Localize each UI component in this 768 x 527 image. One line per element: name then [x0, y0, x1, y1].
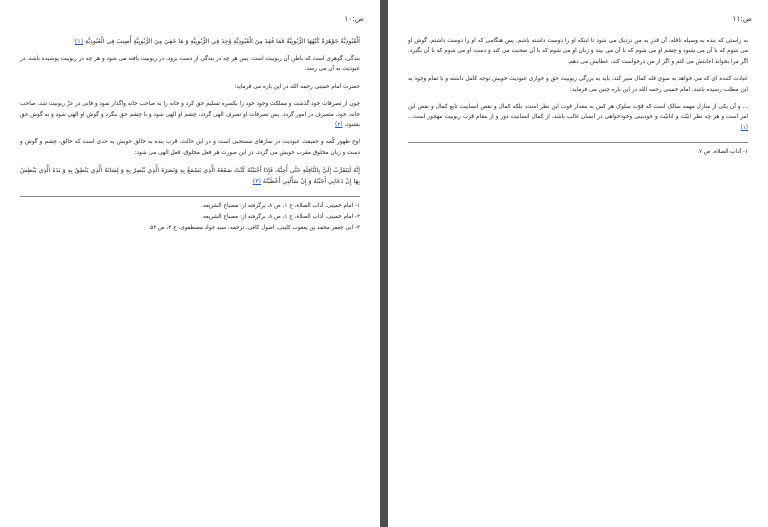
- footnote-link[interactable]: (۲): [335, 122, 343, 129]
- page-number: ص:۱۱: [732, 14, 752, 23]
- quote-text: چون از تصرفات خود گذشت و مملکت وجود خود را یکسره تسلیم حق کرد و خانه را به صاحب خانه واگذار نمود و فانی در عزّ ربوبیت شد، صاحب خانه، خود، متصرف در امور گردد. پس تصرفات او تصرف الهی گردد، چشم او الهی شود و با چشم حق بنگرد و گوش او الهی شود و به گوش حق بشنود.: [20, 101, 360, 129]
- footnote-link[interactable]: (۱): [74, 38, 84, 45]
- footnote-link[interactable]: (۳): [252, 178, 261, 186]
- footnote: ۱- آداب الصلاة، ص ۷.: [697, 149, 748, 156]
- page-number: ص:۱۰: [344, 14, 364, 23]
- text-paragraph: اوج ظهور کُمه و حقیقت عبودیت در نمازهای مستحبی است و در این حالت، قرب بنده به خالق خویش به حدی است که خالق، چشم و گوش و دست و زبان مخلوق مقرب خویش می گردد. در این صورت هر فعل مخلوق، فعل الهی می شود:: [20, 139, 360, 156]
- page-body: [20, 14, 360, 234]
- page-right: [388, 0, 768, 527]
- hadith-paragraph: [20, 36, 360, 47]
- footnote: ۱- امام خمینی، آداب الصلاة، ج ۱، ص ۸، برگرفته از: مصباح الشریعه.: [201, 203, 360, 210]
- footnote: ۲- امام خمینی، آداب الصلاة، ج ۱، ص ۸، برگرفته از: مصباح الشریعه.: [201, 214, 360, 221]
- hadith-text: إِنَّهُ لَيَتَقَرَّبُ إِلَيَّ بِالنَّافِلَةِ حَتَّى أُحِبَّهُ، فَإِذَا أَحْبَبْتُهُ كُنْتُ سَمْعَهُ الَّذِي يَسْمَعُ بِهِ وَبَصَرَهُ الَّذِي يُبْصِرُ بِهِ وَ لِسَانَهُ الَّذِي يَنْطِقُ بِهِ وَ يَدَهُ الَّذِي يَبْطِشُ بِهَا إِنْ دَعَانِي أَجَبْتُهُ وَ إِنْ سَأَلَنِي أَعْطَيْتُهُ: [20, 167, 360, 186]
- quote-text: ... و آن یکی از منازل مهمه سالک است که قوّت سلوک هر کس به مقدار قوت این نظر است، بلکه کمال و نقص انسانیت تابع کمال و نقص این امر است و هر چه نظر انیّت و انانیّت و خودبینی وخودخواهی در انسان غالب باشد، از کمال انسانیت دور و از مقام قرب ربوبیت مهجور است...: [408, 104, 748, 121]
- footnote: ۳- ابی جعفر محمد بن یعقوب کلینی، اصول کافی، ترجمه: سید جواد مصطفوی، ج ۴، ص ۵۳.: [148, 225, 360, 232]
- text-paragraph: عبادت کننده ای که می خواهد به سوی قله کمال سیر کند، باید به بزرگی ربوبیت حق و خواری عبودیت خویش توجه کامل داشته و با تمام وجود به این مطلب رسیده باشد. امام خمینی رحمه الله در این باره چنین می فرماید:: [408, 76, 748, 93]
- text-paragraph: حضرت امام خمینی رحمه الله در این باره می فرماید:: [234, 83, 360, 90]
- text-paragraph: به راستی که بنده به وسیله نافله، آن قدر به من نزدیک می شود تا اینکه او را دوست داشته باشم. پس هنگامی که او را دوست داشتم، گوش او می شوم که با آن می شنود و چشم او می شوم که با آن می بیند و زبان او می شوم که با آن صحبت می کند و دست او می شوم که با آن بگیرد. اگر مرا بخواند اجابتش می کنم و اگر از من درخواست کند، عطایش می دهم.: [408, 38, 748, 65]
- page-left: [0, 0, 380, 527]
- text-paragraph: بندگی، گوهری است که باطن آن ربوبیت است. پس هر چه در بندگی از دست برود، در ربوبیت یافته می شود و هر چه در ربوبیت پوشیده باشد، در عبودیت به آن می رسد.: [20, 56, 360, 73]
- page-body: [408, 14, 748, 158]
- footnote-link[interactable]: (۱): [740, 124, 748, 131]
- quote-paragraph: [20, 99, 360, 130]
- hadith-text: اَلْعُبُودِيَّةُ جَوْهَرَةٌ كُنْهُهَا الرُّبُوبِيَّةُ فَمَا فُقِدَ مِنَ الْعُبُودِيَّةِ وُجِدَ فِي الرُّبُوبِيَّةِ وَ مَا خَفِيَ مِنَ الرُّبُوبِيَّةِ أُصِيبَ فِي الْعُبُودِيَّةِ: [85, 38, 360, 45]
- quote-paragraph: [408, 102, 748, 133]
- hadith-paragraph: [20, 165, 360, 187]
